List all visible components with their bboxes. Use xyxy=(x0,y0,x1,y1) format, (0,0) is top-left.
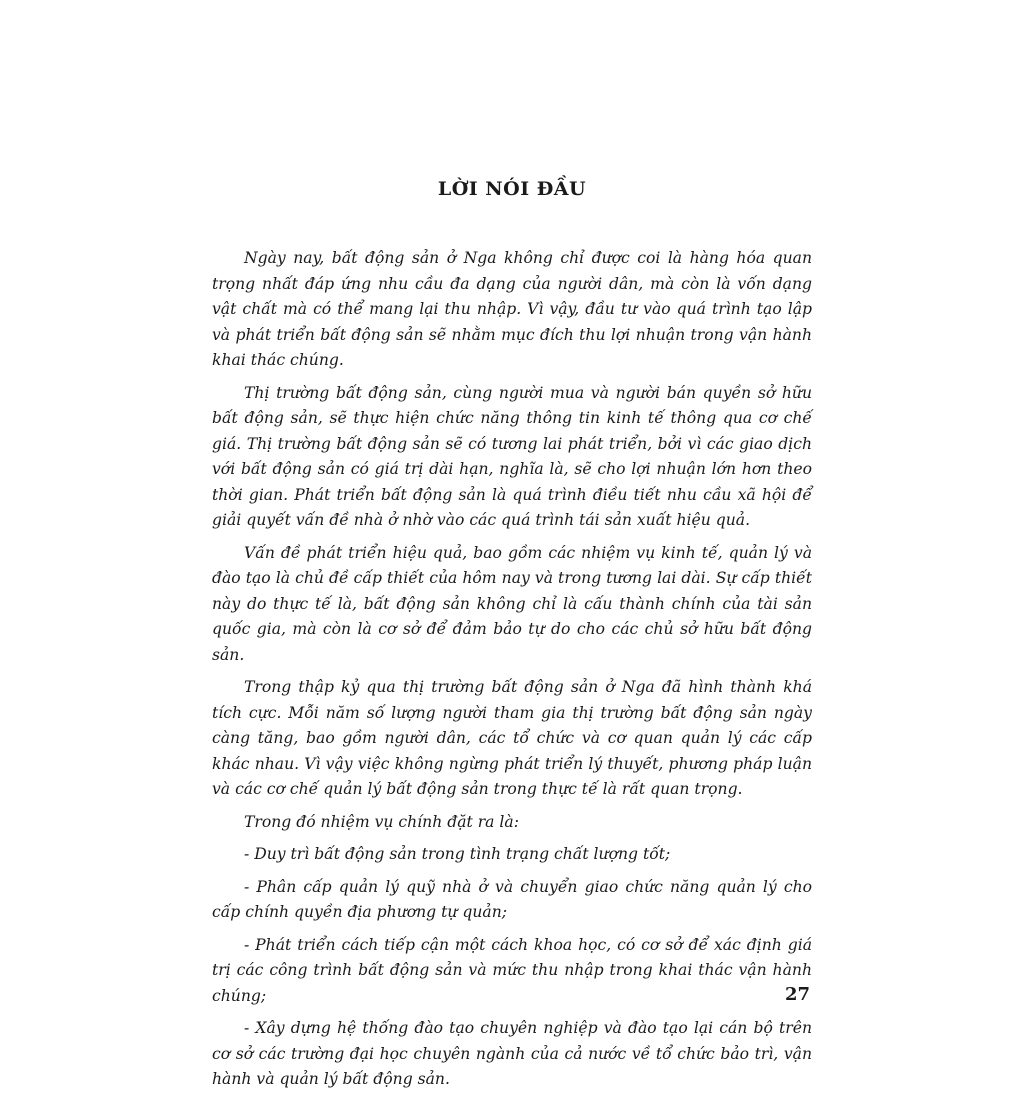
list-item: - Phát triển cách tiếp cận một cách khoa học, có cơ sở để xác định giá trị các công trình bất động sản và mức thu nhập trong khai thác vận hành chúng; xyxy=(212,935,812,1005)
body-text xyxy=(212,246,812,1100)
list-item: - Phân cấp quản lý quỹ nhà ở và chuyển giao chức năng quản lý cho cấp chính quyền địa phương tự quản; xyxy=(212,877,812,921)
list-intro: Trong đó nhiệm vụ chính đặt ra là: xyxy=(244,812,519,831)
page-title: LỜI NÓI ĐẦU xyxy=(437,178,587,200)
paragraph: Thị trường bất động sản, cùng người mua và người bán quyền sở hữu bất động sản, sẽ thực hiện chức năng thông tin kinh tế thông qua cơ chế giá. Thị trường bất động sản sẽ có tương lai phát triển, bởi vì các giao dịch với bất động sản có giá trị dài hạn, nghĩa là, sẽ cho lợi nhuận lớn hơn theo thời gian. Phát triển bất động sản là quá trình điều tiết nhu cầu xã hội để giải quyết vấn đề nhà ở nhờ vào các quá trình tái sản xuất hiệu quả. xyxy=(212,383,812,529)
list-item: - Xây dựng hệ thống đào tạo chuyên nghiệp và đào tạo lại cán bộ trên cơ sở các trường đại học chuyên ngành của cả nước về tổ chức bảo trì, vận hành và quản lý bất động sản. xyxy=(212,1019,812,1088)
paragraph: Ngày nay, bất động sản ở Nga không chỉ được coi là hàng hóa quan trọng nhất đáp ứng nhu cầu đa dạng của người dân, mà còn là vốn dạng vật chất mà có thể mang lại thu nhập. Vì vậy, đầu tư vào quá trình tạo lập và phát triển bất động sản sẽ nhằm mục đích thu lợi nhuận trong vận hành khai thác chúng. xyxy=(212,249,812,369)
list-item: - Duy trì bất động sản trong tình trạng chất lượng tốt; xyxy=(244,845,671,863)
paragraph: Trong thập kỷ qua thị trường bất động sản ở Nga đã hình thành khá tích cực. Mỗi năm số lượng người tham gia thị trường bất động sản ngày càng tăng, bao gồm người dân, các tổ chức và cơ quan quản lý các cấp khác nhau. Vì vậy việc không ngừng phát triển lý thuyết, phương pháp luận và các cơ chế quản lý bất động sản trong thực tế là rất quan trọng. xyxy=(212,678,812,798)
page-number: 27 xyxy=(784,984,810,1005)
paragraph: Vấn đề phát triển hiệu quả, bao gồm các nhiệm vụ kinh tế, quản lý và đào tạo là chủ đề cấp thiết của hôm nay và trong tương lai dài. Sự cấp thiết này do thực tế là, bất động sản không chỉ là cấu thành chính của tài sản quốc gia, mà còn là cơ sở để đảm bảo tự do cho các chủ sở hữu bất động sản. xyxy=(212,543,812,664)
